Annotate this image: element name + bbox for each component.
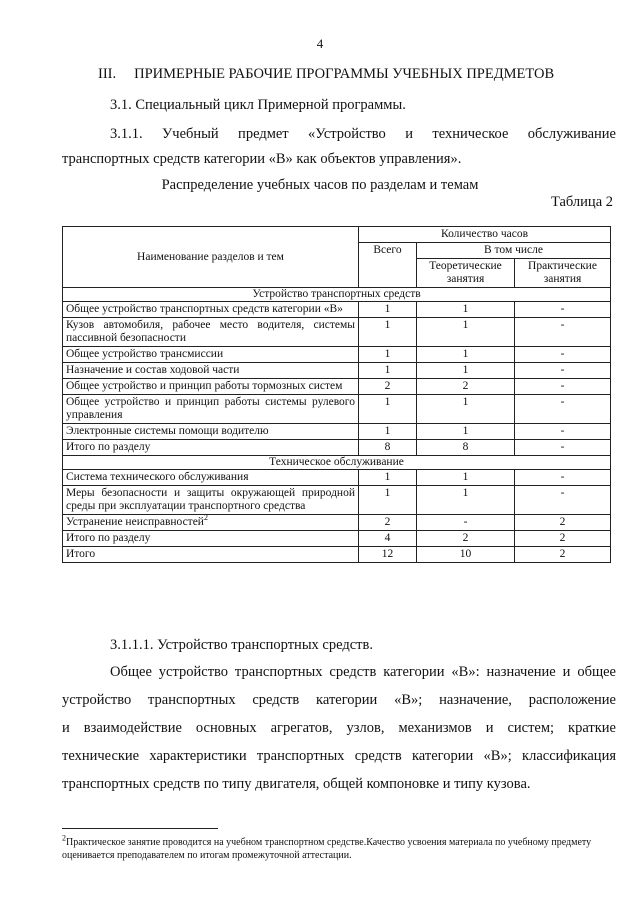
header-practice: Практические занятия <box>515 259 611 288</box>
row-total: 2 <box>359 379 417 395</box>
row-total: 1 <box>359 302 417 318</box>
row-theory: 1 <box>417 470 515 486</box>
row-practice: - <box>515 440 611 456</box>
row-total: 1 <box>359 486 417 515</box>
table-label: Таблица 2 <box>550 194 613 210</box>
row-name: Система технического обслуживания <box>63 470 359 486</box>
topic-line-4: технические характеристики транспортных средств категории «В»; классификация <box>62 748 616 764</box>
row-name: Общее устройство транспортных средств категории «В» <box>63 302 359 318</box>
row-total: 1 <box>359 347 417 363</box>
row-total: 8 <box>359 440 417 456</box>
table-row <box>63 395 611 424</box>
header-hours: Количество часов <box>359 227 611 243</box>
row-name: Итого по разделу <box>63 531 359 547</box>
row-practice: - <box>515 379 611 395</box>
row-theory: 8 <box>417 440 515 456</box>
row-theory: 2 <box>417 531 515 547</box>
row-name: Электронные системы помощи водителю <box>63 424 359 440</box>
row-practice: - <box>515 302 611 318</box>
row-theory: 1 <box>417 363 515 379</box>
footnote <box>62 833 614 862</box>
subject-line-2: транспортных средств категории «В» как объектов управления». <box>62 151 462 167</box>
row-total: 1 <box>359 470 417 486</box>
section-heading <box>98 66 554 83</box>
header-including: В том числе <box>417 243 611 259</box>
header-topic-name: Наименование разделов и тем <box>63 227 359 288</box>
row-practice: - <box>515 363 611 379</box>
table-row <box>63 424 611 440</box>
row-name: Общее устройство и принцип работы тормозных систем <box>63 379 359 395</box>
row-practice: - <box>515 395 611 424</box>
section-row-title: Техническое обслуживание <box>63 456 611 470</box>
row-theory: 1 <box>417 424 515 440</box>
table-row <box>63 515 611 531</box>
table-row <box>63 486 611 515</box>
table-row-grand-total <box>63 547 611 563</box>
row-theory: 10 <box>417 547 515 563</box>
row-theory: 1 <box>417 302 515 318</box>
row-theory: 1 <box>417 395 515 424</box>
row-total: 12 <box>359 547 417 563</box>
topic-heading: 3.1.1.1. Устройство транспортных средств. <box>110 637 373 653</box>
row-name: Кузов автомобиля, рабочее место водителя, системы пассивной безопасности <box>63 318 359 347</box>
row-practice: - <box>515 486 611 515</box>
row-total: 4 <box>359 531 417 547</box>
footnote-number: 2 <box>62 833 66 843</box>
row-theory: 1 <box>417 486 515 515</box>
row-total: 1 <box>359 395 417 424</box>
section-roman-numeral: III. <box>98 66 117 82</box>
table-row-subtotal <box>63 531 611 547</box>
footnote-divider <box>62 828 218 829</box>
header-total: Всего <box>359 243 417 288</box>
table-row <box>63 318 611 347</box>
page-number: 4 <box>316 36 324 51</box>
header-theory: Теоретические занятия <box>417 259 515 288</box>
row-name: Назначение и состав ходовой части <box>63 363 359 379</box>
topic-line-5: транспортных средств по типу двигателя, общей компоновке и типу кузова. <box>62 776 531 792</box>
row-theory: 2 <box>417 379 515 395</box>
row-total: 1 <box>359 318 417 347</box>
topic-line-2: устройство транспортных средств категории «В»; назначение, расположение <box>62 692 616 708</box>
table-row <box>63 363 611 379</box>
subsection-heading: 3.1. Специальный цикл Примерной программы. <box>110 97 406 113</box>
topic-line-1: Общее устройство транспортных средств категории «В»: назначение и общее <box>110 664 616 680</box>
row-name: Устранение неисправностей <box>66 516 204 528</box>
row-name: Меры безопасности и защиты окружающей природной среды при эксплуатации транспортного средства <box>63 486 359 515</box>
table-row-subtotal <box>63 440 611 456</box>
row-name: Итого по разделу <box>63 440 359 456</box>
row-practice: - <box>515 424 611 440</box>
table-row <box>63 302 611 318</box>
row-theory: 1 <box>417 347 515 363</box>
row-practice: 2 <box>515 515 611 531</box>
row-practice: 2 <box>515 547 611 563</box>
row-total: 2 <box>359 515 417 531</box>
table-row <box>63 379 611 395</box>
row-name-with-footnote <box>63 515 359 531</box>
topic-line-3: и взаимодействие основных агрегатов, узлов, механизмов и систем; краткие <box>62 720 616 736</box>
row-name: Общее устройство и принцип работы системы рулевого управления <box>63 395 359 424</box>
row-total: 1 <box>359 424 417 440</box>
row-practice: - <box>515 318 611 347</box>
row-name: Итого <box>63 547 359 563</box>
hours-table <box>62 226 611 563</box>
row-practice: - <box>515 347 611 363</box>
table-row <box>63 470 611 486</box>
row-total: 1 <box>359 363 417 379</box>
table-row <box>63 347 611 363</box>
subject-line-1: 3.1.1. Учебный предмет «Устройство и техническое обслуживание <box>110 126 616 142</box>
row-theory: - <box>417 515 515 531</box>
footnote-text: Практическое занятие проводится на учебном транспортном средстве.Качество усвоения материала по учебному предмету оценивается преподавателем по итогам промежуточной аттестации. <box>62 837 592 861</box>
row-practice: - <box>515 470 611 486</box>
section-title: ПРИМЕРНЫЕ РАБОЧИЕ ПРОГРАММЫ УЧЕБНЫХ ПРЕДМЕТОВ <box>134 66 555 82</box>
footnote-mark: 2 <box>203 513 208 523</box>
row-practice: 2 <box>515 531 611 547</box>
section-row-title: Устройство транспортных средств <box>63 288 611 302</box>
row-theory: 1 <box>417 318 515 347</box>
distribution-title: Распределение учебных часов по разделам и темам <box>161 177 479 193</box>
row-name: Общее устройство трансмиссии <box>63 347 359 363</box>
